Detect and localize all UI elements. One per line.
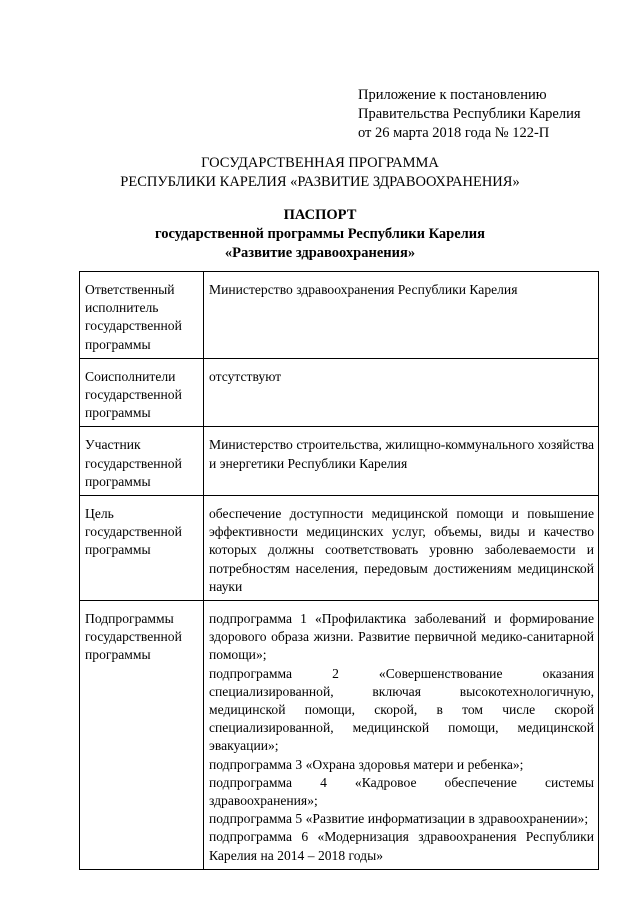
passport-heading-line-3: «Развитие здравоохранения»: [224, 245, 416, 261]
passport-heading: [0, 206, 640, 263]
passport-table: [79, 271, 599, 870]
table-row: [80, 358, 599, 427]
appendix-line-1: Приложение к постановлению: [358, 87, 547, 103]
row-value-responsible: Министерство здравоохранения Республики Карелия: [204, 272, 599, 359]
program-title: [0, 154, 640, 192]
row-label-coexecutors: Соисполнители государственной программы: [80, 358, 204, 427]
subprogram-item: подпрограмма 1 «Профилактика заболеваний и формирование здорового образа жизни. Развитие первичной медико-санитарной помощи»;: [209, 611, 594, 663]
row-value-subprograms: [204, 601, 599, 870]
subprogram-item: подпрограмма 6 «Модернизация здравоохранения Республики Карелия на 2014 – 2018 годы»: [209, 829, 594, 863]
row-label-subprograms: Подпрограммы государственной программы: [80, 601, 204, 870]
subprogram-item: подпрограмма 5 «Развитие информатизации в здравоохранении»;: [209, 811, 589, 827]
row-value-goal: обеспечение доступности медицинской помощи и повышение эффективности медицинских услуг, объемы, виды и качество которых должны соответствовать уровню заболеваемости и потребностям населения, передовым достижениям медицинской науки: [204, 496, 599, 601]
passport-heading-line-2: государственной программы Республики Карелия: [155, 226, 485, 242]
subprogram-item: подпрограмма 2 «Совершенствование оказания специализированной, включая высокотехнологичную, медицинской помощи, скорой, в том числе скорой специализированной, медицинской помощи, медицинской эвакуации»;: [209, 665, 594, 754]
table-row: [80, 427, 599, 496]
row-label-goal: Цель государственной программы: [80, 496, 204, 601]
table-row: [80, 601, 599, 870]
row-label-participant: Участник государственной программы: [80, 427, 204, 496]
appendix-line-3: от 26 марта 2018 года № 122-П: [358, 125, 550, 141]
row-label-responsible: Ответственный исполнитель государственной программы: [80, 272, 204, 359]
program-title-line-2: РЕСПУБЛИКИ КАРЕЛИЯ «РАЗВИТИЕ ЗДРАВООХРАНЕНИЯ»: [120, 174, 520, 190]
appendix-line-2: Правительства Республики Карелия: [358, 106, 581, 122]
subprogram-item: подпрограмма 3 «Охрана здоровья матери и ребенка»;: [209, 756, 524, 772]
table-row: [80, 496, 599, 601]
row-value-participant: Министерство строительства, жилищно-коммунального хозяйства и энергетики Республики Карелия: [204, 427, 599, 496]
subprogram-item: подпрограмма 4 «Кадровое обеспечение системы здравоохранения»;: [209, 774, 594, 809]
row-value-coexecutors: отсутствуют: [204, 358, 599, 427]
program-title-line-1: ГОСУДАРСТВЕННАЯ ПРОГРАММА: [201, 155, 439, 171]
appendix-note: [358, 86, 581, 143]
passport-heading-line-1: ПАСПОРТ: [283, 207, 357, 223]
table-row: [80, 272, 599, 359]
